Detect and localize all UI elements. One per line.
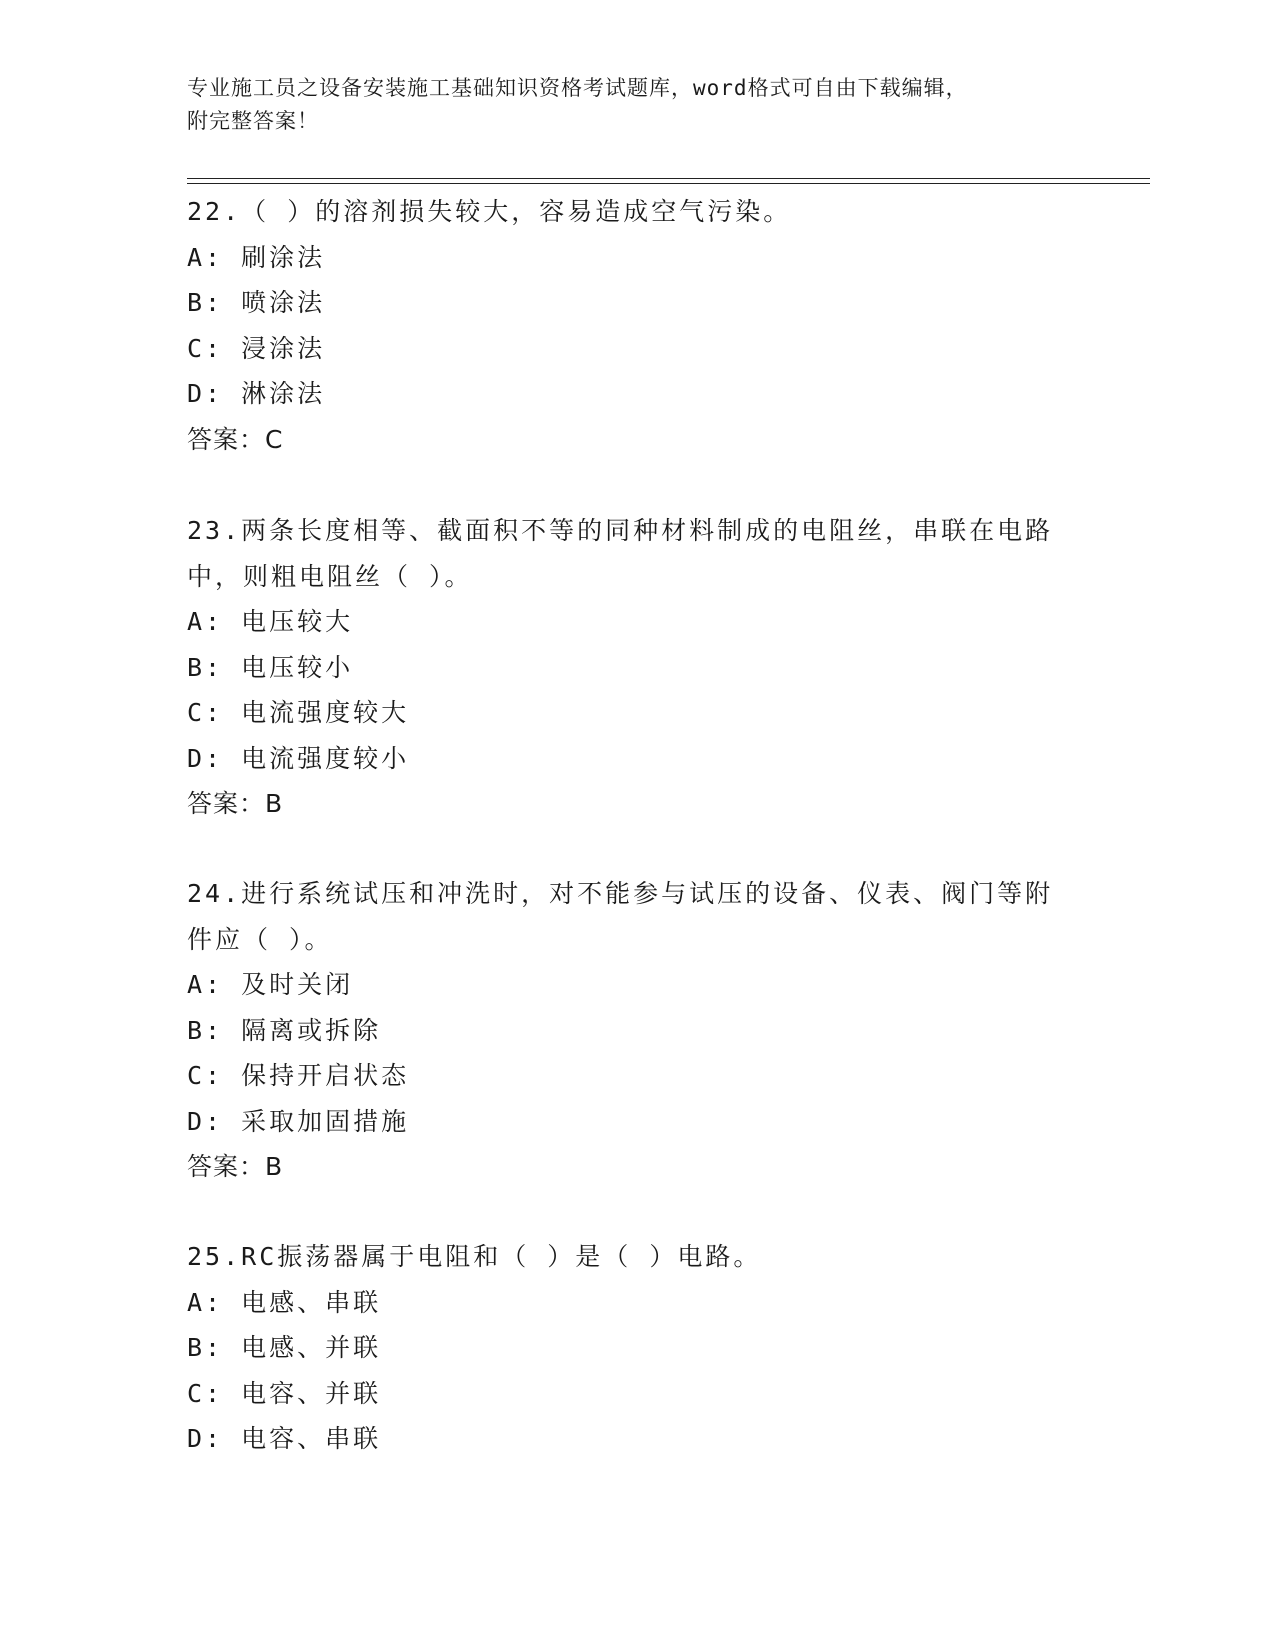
question-stem: 22.（ ）的溶剂损失较大，容易造成空气污染。 bbox=[187, 197, 792, 226]
question-stem: 25.RC振荡器属于电阻和（ ）是（ ）电路。 bbox=[187, 1242, 762, 1271]
option-d: D: 电流强度较小 bbox=[187, 743, 410, 773]
question-25 bbox=[187, 1234, 1087, 1462]
question-stem: 24.进行系统试压和冲洗时，对不能参与试压的设备、仪表、阀门等附 bbox=[187, 879, 1054, 908]
option-d: D: 电容、串联 bbox=[187, 1424, 382, 1453]
option-c: C: 电容、并联 bbox=[187, 1378, 382, 1408]
option-a: A: 电压较大 bbox=[187, 607, 354, 636]
question-22 bbox=[187, 189, 1087, 462]
answer: 答案：B bbox=[187, 1152, 284, 1181]
option-c: C: 保持开启状态 bbox=[187, 1061, 410, 1090]
header-divider-bottom bbox=[187, 183, 1150, 184]
option-c: C: 电流强度较大 bbox=[187, 698, 410, 727]
option-a: A: 及时关闭 bbox=[187, 970, 354, 999]
question-23 bbox=[187, 508, 1087, 827]
answer: 答案：B bbox=[187, 789, 284, 818]
question-stem-continued: 中，则粗电阻丝（ ）。 bbox=[187, 561, 473, 591]
question-stem: 23.两条长度相等、截面积不等的同种材料制成的电阻丝，串联在电路 bbox=[187, 516, 1054, 545]
option-a: A: 电感、串联 bbox=[187, 1287, 382, 1317]
option-d: D: 淋涂法 bbox=[187, 379, 326, 408]
option-b: B: 喷涂法 bbox=[187, 288, 326, 317]
answer: 答案：C bbox=[187, 424, 284, 454]
option-b: B: 电压较小 bbox=[187, 652, 354, 682]
option-b: B: 电感、并联 bbox=[187, 1333, 382, 1362]
option-b: B: 隔离或拆除 bbox=[187, 1015, 382, 1045]
header-divider-top bbox=[187, 178, 1150, 179]
option-c: C: 浸涂法 bbox=[187, 333, 326, 363]
option-a: A: 刷涂法 bbox=[187, 242, 326, 272]
document-header bbox=[187, 72, 1087, 138]
question-24 bbox=[187, 871, 1087, 1190]
option-d: D: 采取加固措施 bbox=[187, 1106, 410, 1136]
header-line-2: 附完整答案！ bbox=[187, 109, 319, 133]
question-stem-continued: 件应（ ）。 bbox=[187, 924, 333, 954]
header-line-1: 专业施工员之设备安装施工基础知识资格考试题库，word格式可自由下载编辑， bbox=[187, 76, 968, 100]
